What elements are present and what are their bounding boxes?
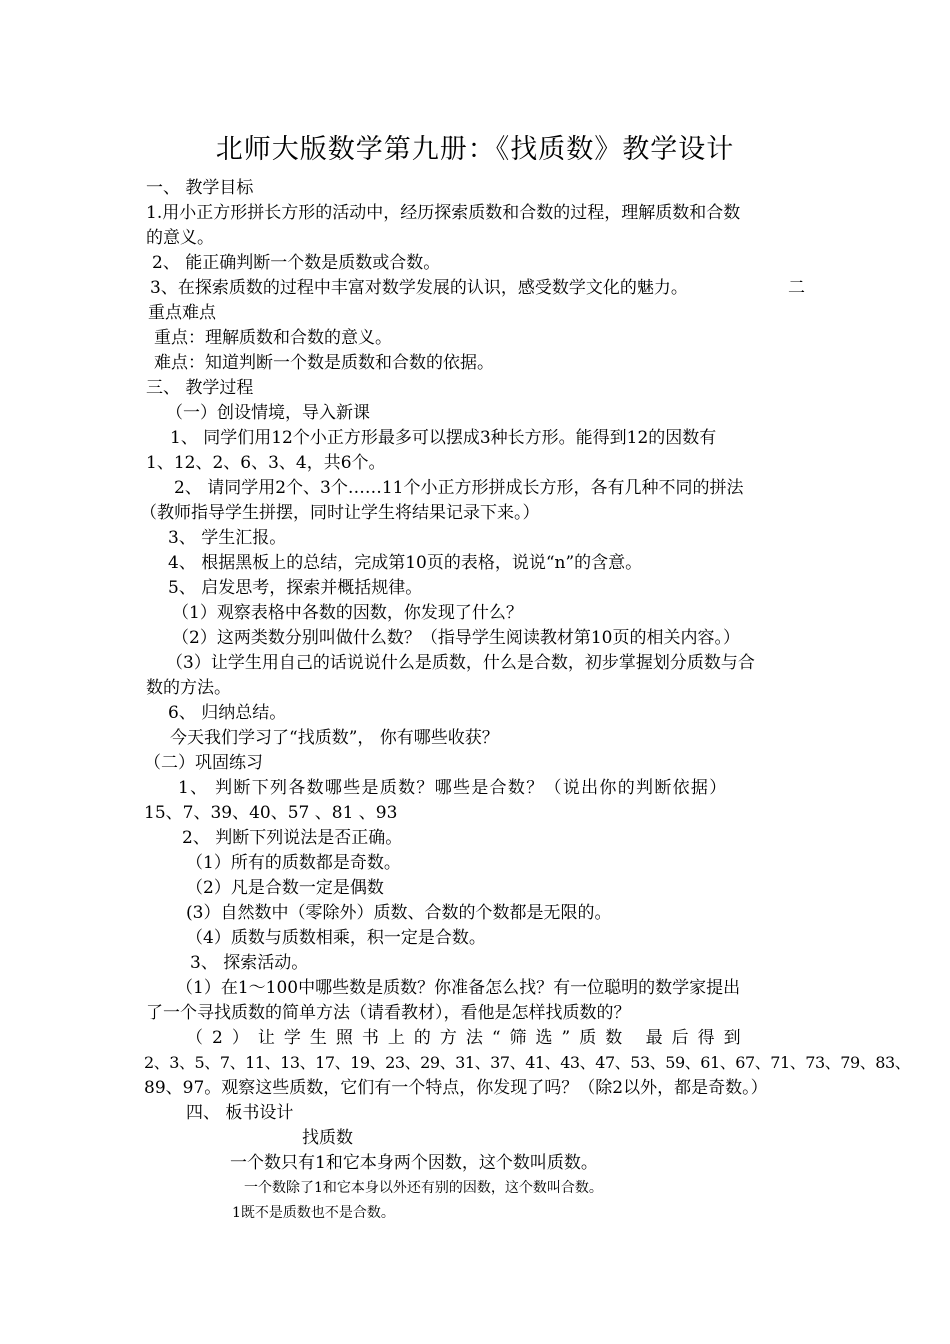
process-step-1-cont: 1、12、2、6、3、4，共6个。 — [146, 453, 386, 473]
prime-number-observation: 89、97。观察这些质数，它们有一个特点，你发现了吗？（除2以外，都是奇数。） — [144, 1078, 768, 1098]
board-composite-definition: 一个数除了1和它本身以外还有别的因数，这个数叫合数。 — [244, 1180, 603, 1196]
practice-1-numbers: 15、7、39、40、57 、81 、93 — [144, 803, 398, 823]
practice-2-item-1: （1）所有的质数都是奇数。 — [186, 853, 401, 873]
practice-3-item-1-cont: 了一个寻找质数的简单方法（请看教材），看他是怎样找质数的？ — [146, 1003, 631, 1023]
section-number-2: 二 — [788, 278, 805, 298]
subsection-intro: （一）创设情境，导入新课 — [166, 403, 370, 423]
practice-3-item-1: （1）在1～100中哪些数是质数？你准备怎么找？有一位聪明的数学家提出 — [176, 978, 741, 998]
practice-3: 3、 探索活动。 — [190, 953, 309, 973]
process-step-6: 6、 归纳总结。 — [168, 703, 287, 723]
practice-2-item-2: （2）凡是合数一定是偶数 — [186, 878, 384, 898]
process-step-2-cont: （教师指导学生拼摆，同时让学生将结果记录下来。） — [140, 503, 540, 523]
practice-2-item-4: （4）质数与质数相乘，积一定是合数。 — [186, 928, 486, 948]
practice-2: 2、 判断下列说法是否正确。 — [182, 828, 403, 848]
objective-3: 3、在探索质数的过程中丰富对数学发展的认识，感受数学文化的魅力。 — [150, 278, 688, 298]
prime-number-list: 2、3、5、7、11、13、17、19、23、29、31、37、41、43、47、53、59、61、67、71、73、79、83、 — [144, 1053, 911, 1072]
process-step-2: 2、 请同学用2个、3个……11个小正方形拼成长方形，各有几种不同的拼法 — [174, 478, 744, 498]
process-step-5-3-cont: 数的方法。 — [146, 678, 231, 698]
section-heading-board: 四、 板书设计 — [186, 1103, 294, 1123]
section-heading-objectives: 一、 教学目标 — [146, 178, 254, 198]
section-heading-process: 三、 教学过程 — [146, 378, 254, 398]
process-step-5-2: （2）这两类数分别叫做什么数？（指导学生阅读教材第10页的相关内容。） — [172, 628, 740, 648]
process-step-5-1: （1）观察表格中各数的因数，你发现了什么？ — [172, 603, 523, 623]
objective-2: 2、 能正确判断一个数是质数或合数。 — [152, 253, 441, 273]
process-step-4: 4、 根据黑板上的总结，完成第10页的表格，说说“n”的含意。 — [168, 553, 643, 573]
process-step-1: 1、 同学们用12个小正方形最多可以摆成3种长方形。能得到12的因数有 — [170, 428, 717, 448]
objective-1-cont: 的意义。 — [146, 228, 214, 248]
practice-1: 1、 判断下列各数哪些是质数？哪些是合数？（说出你的判断依据） — [178, 778, 728, 798]
section-heading-keypoints: 重点难点 — [148, 303, 216, 323]
board-title: 找质数 — [302, 1128, 353, 1148]
document-title: 北师大版数学第九册：《找质数》教学设计 — [215, 134, 735, 165]
summary-question: 今天我们学习了“找质数”， 你有哪些收获？ — [170, 728, 499, 748]
key-point: 重点：理解质数和合数的意义。 — [154, 328, 392, 348]
process-step-3: 3、 学生汇报。 — [168, 528, 287, 548]
practice-2-item-3: (3）自然数中（零除外）质数、合数的个数都是无限的。 — [186, 903, 612, 923]
process-step-5: 5、 启发思考，探索并概括规律。 — [168, 578, 423, 598]
process-step-5-3: （3）让学生用自己的话说说什么是质数，什么是合数，初步掌握划分质数与合 — [166, 653, 755, 673]
subsection-practice: （二）巩固练习 — [144, 753, 263, 773]
board-one-note: 1既不是质数也不是合数。 — [232, 1205, 395, 1221]
objective-1: 1.用小正方形拼长方形的活动中，经历探索质数和合数的过程，理解质数和合数 — [146, 203, 741, 223]
board-prime-definition: 一个数只有1和它本身两个因数，这个数叫质数。 — [230, 1153, 598, 1173]
difficult-point: 难点：知道判断一个数是质数和合数的依据。 — [154, 353, 494, 373]
practice-3-item-2: （2）让学生照书上的方法“筛选”质数 最后得到 — [186, 1028, 750, 1048]
